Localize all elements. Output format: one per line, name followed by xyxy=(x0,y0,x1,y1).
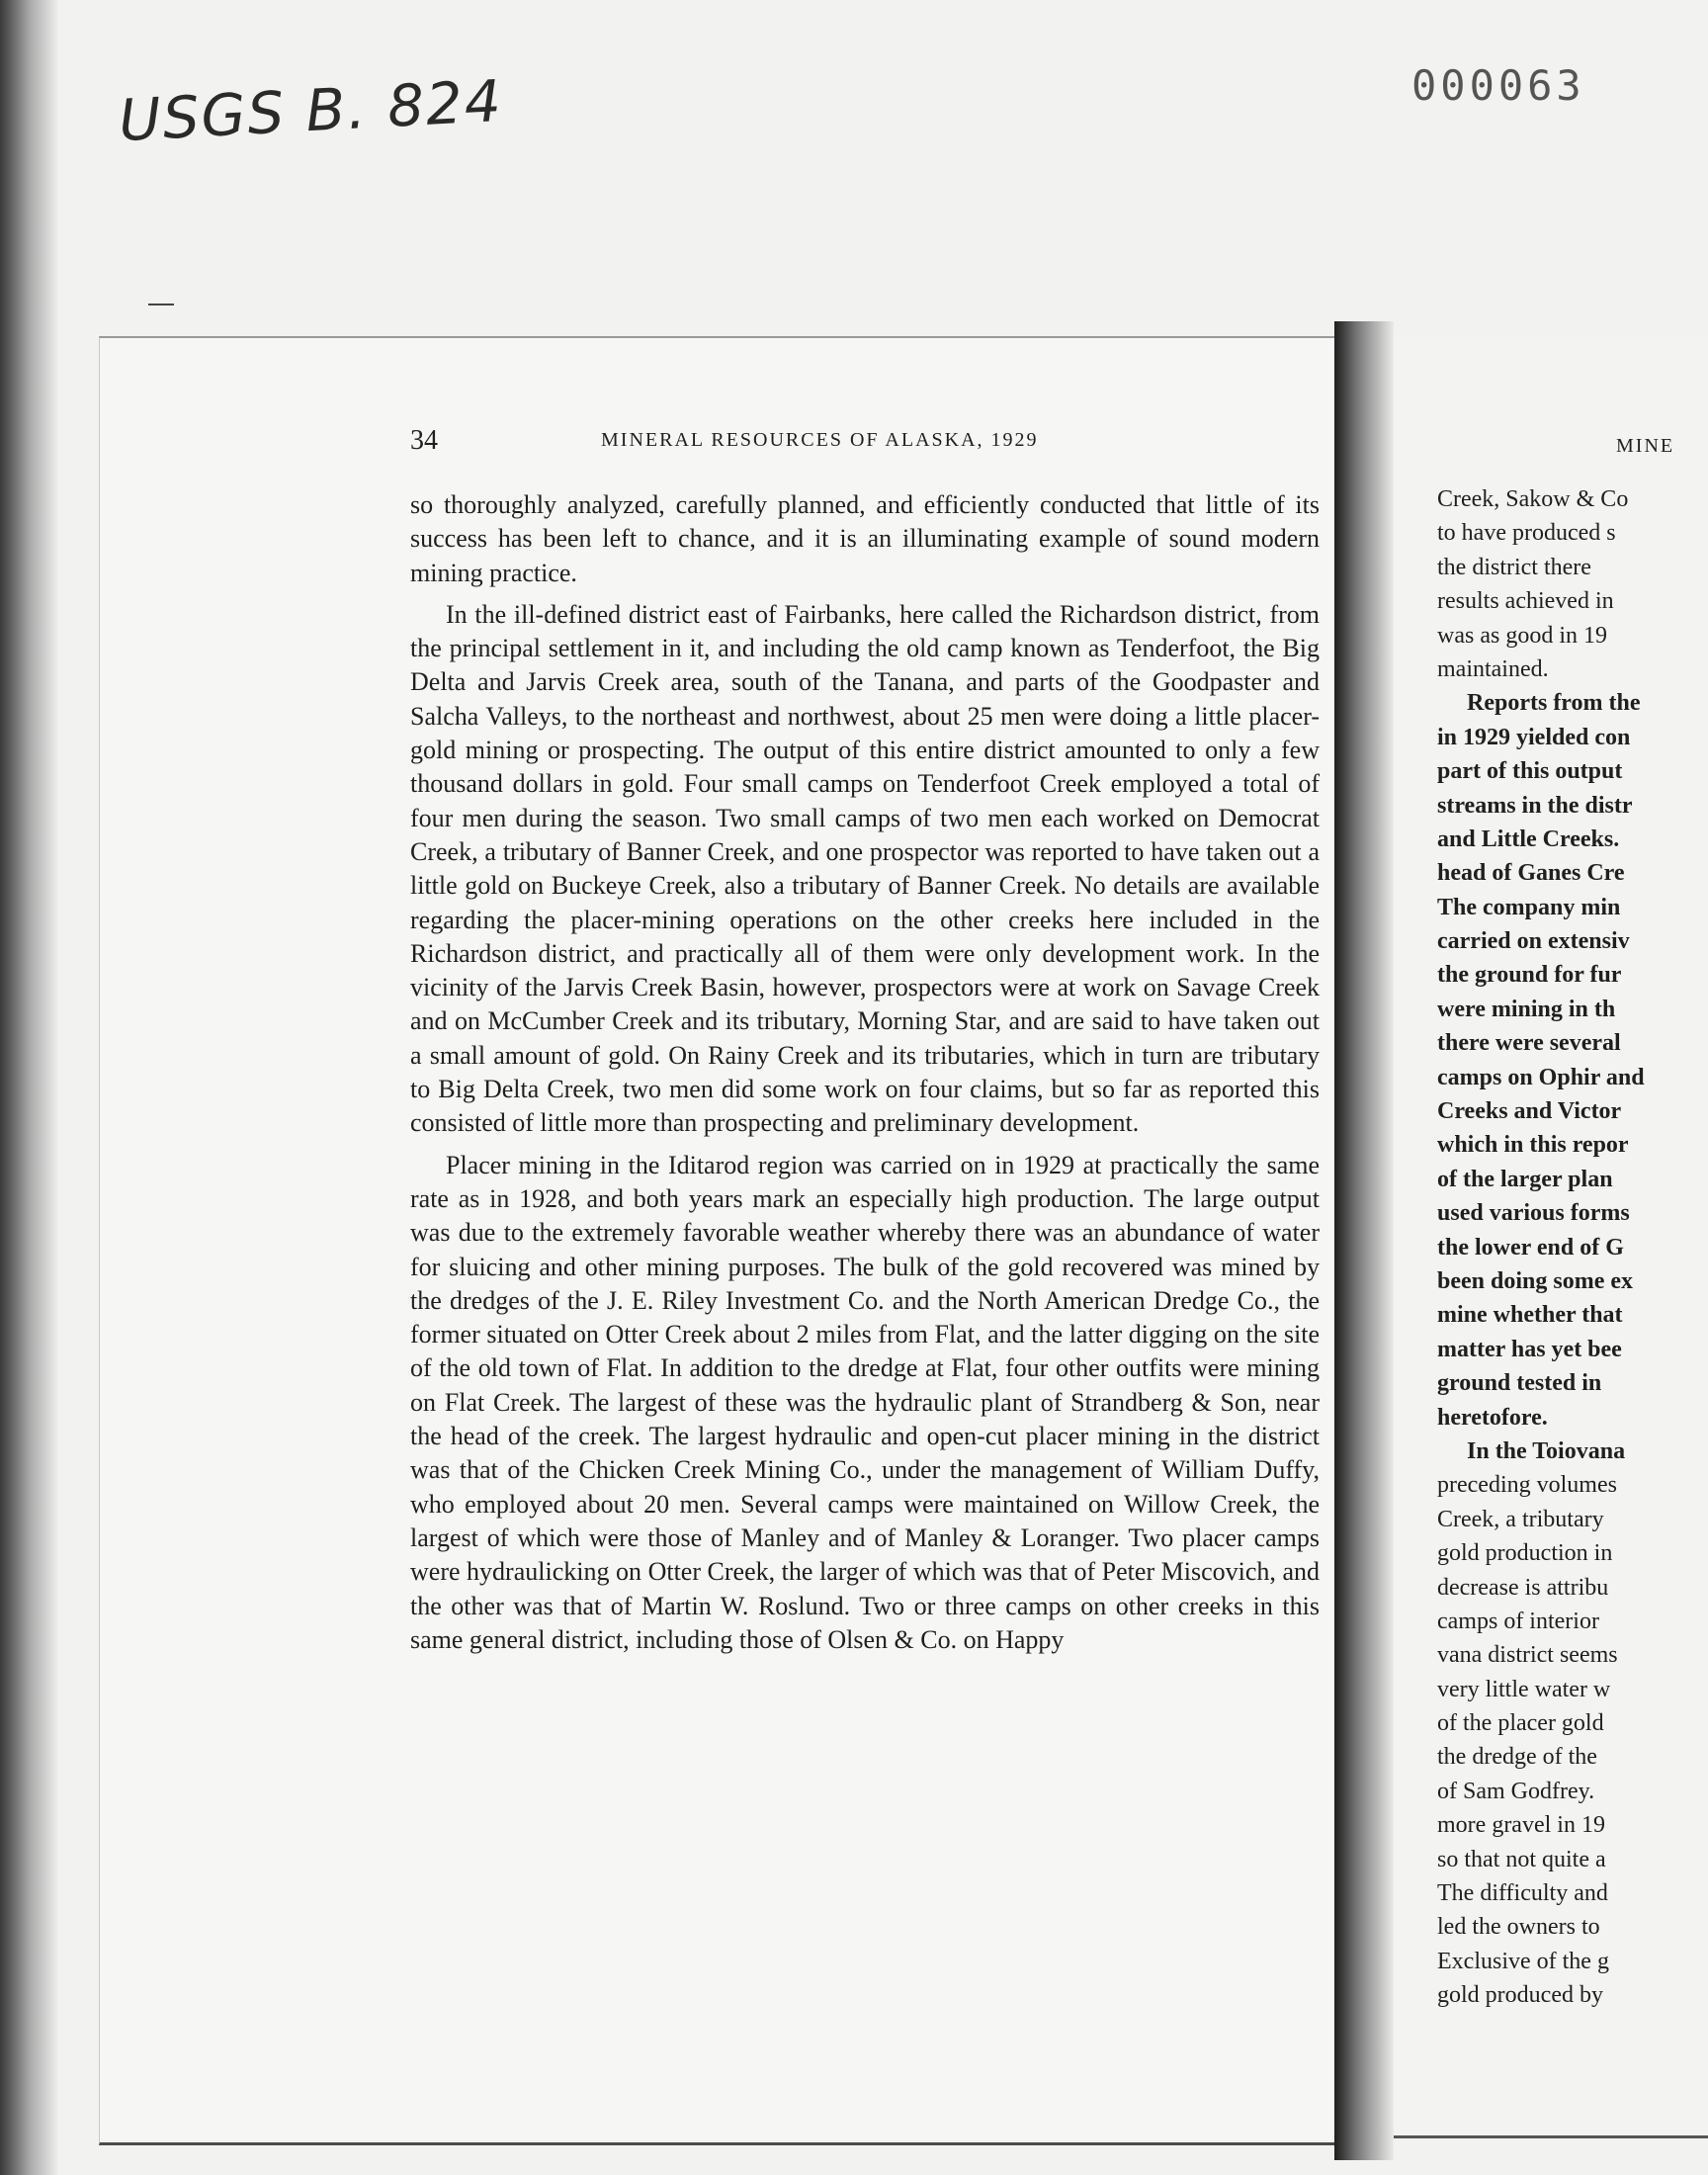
facing-line: camps of interior xyxy=(1437,1608,1599,1634)
facing-line: were mining in th xyxy=(1437,996,1616,1022)
facing-line: Reports from the xyxy=(1467,690,1641,717)
facing-line: decrease is attribu xyxy=(1437,1574,1609,1601)
facing-line: gold production in xyxy=(1437,1540,1613,1567)
facing-line: the district there xyxy=(1437,554,1591,580)
facing-line: led the owners to xyxy=(1437,1914,1600,1941)
facing-line: The company min xyxy=(1437,894,1621,920)
facing-line: The difficulty and xyxy=(1437,1880,1608,1907)
facing-line: gold produced by xyxy=(1437,1982,1603,2009)
facing-line: part of this output xyxy=(1437,758,1623,785)
facing-line: head of Ganes Cre xyxy=(1437,860,1625,887)
running-head xyxy=(410,425,1320,465)
facing-line: Creek, a tributary xyxy=(1437,1506,1604,1532)
facing-line: of the placer gold xyxy=(1437,1710,1604,1737)
facing-line: heretofore. xyxy=(1437,1404,1548,1431)
facing-line: streams in the distr xyxy=(1437,792,1633,819)
book-binding-shadow xyxy=(1334,321,1394,2160)
facing-line: so that not quite a xyxy=(1437,1846,1606,1872)
facing-page-text xyxy=(1437,482,1708,2013)
handwritten-label: USGS B. 824 xyxy=(117,66,505,155)
page-number: 34 xyxy=(410,425,438,456)
facing-line: more gravel in 19 xyxy=(1437,1812,1605,1839)
facing-line: was as good in 19 xyxy=(1437,622,1607,649)
facing-line: the ground for fur xyxy=(1437,962,1622,989)
facing-line: there were several xyxy=(1437,1030,1621,1057)
facing-line: the lower end of G xyxy=(1437,1234,1624,1261)
facing-line: the dredge of the xyxy=(1437,1744,1597,1771)
paragraph: Placer mining in the Iditarod region was carried on in 1929 at practically the same rate as in 1928, and both years mark an especially high production. The large output was due to the extremely favorable weather whereby there was an abundance of water for sluicing and other mining purposes. The bulk of the gold recovered was mined by the dredges of the J. E. Riley Investment Co. and the North American Dredge Co., the former situated on Otter Creek about 2 miles from Flat, and the latter digging on the site of the old town of Flat. In addition to the dredge at Flat, four other outfits were mining on Flat Creek. The largest of these was the hydraulic plant of Strandberg & Son, near the head of the creek. The largest hydraulic and open-cut placer mining in the district was that of the Chicken Creek Mining Co., under the management of William Duffy, who employed about 20 men. Several camps were maintained on Willow Creek, the largest of which were those of Manley and of Manley & Loranger. Two placer camps were hydraulicking on Otter Creek, the larger of which was that of Peter Miscovich, and the other was that of Martin W. Roslund. Two or three camps on other creeks in this same general district, including those of Olsen & Co. on Happy xyxy=(410,1150,1320,1654)
facing-line: matter has yet bee xyxy=(1437,1336,1622,1362)
stray-mark xyxy=(148,304,174,305)
left-page-content xyxy=(410,425,1320,1665)
facing-line: ground tested in xyxy=(1437,1370,1602,1397)
facing-line: of Sam Godfrey. xyxy=(1437,1778,1595,1804)
paragraph: In the ill-defined district east of Fairbanks, here called the Richardson district, from the principal settlement in it, and including the old camp known as Tenderfoot, the Big Delta and Jarvis Creek area, south of the Tanana, and parts of the Goodpaster and Salcha Valleys, to the northeast and northwest, about 25 men were doing a little placer-gold mining or prospecting. The output of this entire district amounted to only a few thousand dollars in gold. Four small camps on Tenderfoot Creek employed a total of four men during the season. Two small camps of two men each worked on Democrat Creek, a tributary of Banner Creek, and one prospector was reported to have taken out a little gold on Buckeye Creek, also a tributary of Banner Creek. No details are available regarding the placer-mining operations on the other creeks here included in the Richardson district, and practically all of them were only development work. In the vicinity of the Jarvis Creek Basin, however, prospectors were at work on Savage Creek and on McCumber Creek and its tributary, Morning Star, and are said to have taken out a small amount of gold. On Rainy Creek and its tributaries, which in turn are tributary to Big Delta Creek, two men did some work on four claims, but so far as reported this consisted of little more than prospecting and preliminary development. xyxy=(410,599,1320,1138)
facing-line: carried on extensiv xyxy=(1437,928,1630,955)
body-text xyxy=(410,488,1320,1657)
facing-line: vana district seems xyxy=(1437,1642,1618,1669)
facing-line: Exclusive of the g xyxy=(1437,1948,1609,1974)
facing-line: very little water w xyxy=(1437,1676,1611,1702)
facing-line: camps on Ophir and xyxy=(1437,1064,1645,1090)
facing-running-head: MINE xyxy=(1616,435,1675,457)
running-head-title: MINERAL RESOURCES OF ALASKA, 1929 xyxy=(601,429,1039,451)
facing-line: maintained. xyxy=(1437,655,1549,682)
facing-line: Creeks and Victor xyxy=(1437,1098,1622,1125)
facing-line: and Little Creeks. xyxy=(1437,826,1620,852)
facing-line: which in this repor xyxy=(1437,1132,1629,1159)
facing-line: to have produced s xyxy=(1437,520,1616,547)
facing-line: in 1929 yielded con xyxy=(1437,724,1631,750)
facing-line: In the Toiovana xyxy=(1467,1437,1626,1464)
facing-line: used various forms xyxy=(1437,1200,1630,1227)
facing-line: been doing some ex xyxy=(1437,1267,1633,1294)
scan-edge-shadow xyxy=(0,0,59,2175)
facing-line: mine whether that xyxy=(1437,1302,1623,1329)
facing-line: Creek, Sakow & Co xyxy=(1437,486,1629,512)
facing-page xyxy=(1394,336,1708,2138)
paragraph: so thoroughly analyzed, carefully planned, and efficiently conducted that little of its success has been left to chance, and it is an illuminating example of sound modern mining practice. xyxy=(410,490,1320,587)
facing-line: preceding volumes xyxy=(1437,1472,1617,1499)
stamp-number: 000063 xyxy=(1411,61,1585,110)
facing-line: of the larger plan xyxy=(1437,1166,1613,1192)
facing-line: results achieved in xyxy=(1437,588,1614,615)
